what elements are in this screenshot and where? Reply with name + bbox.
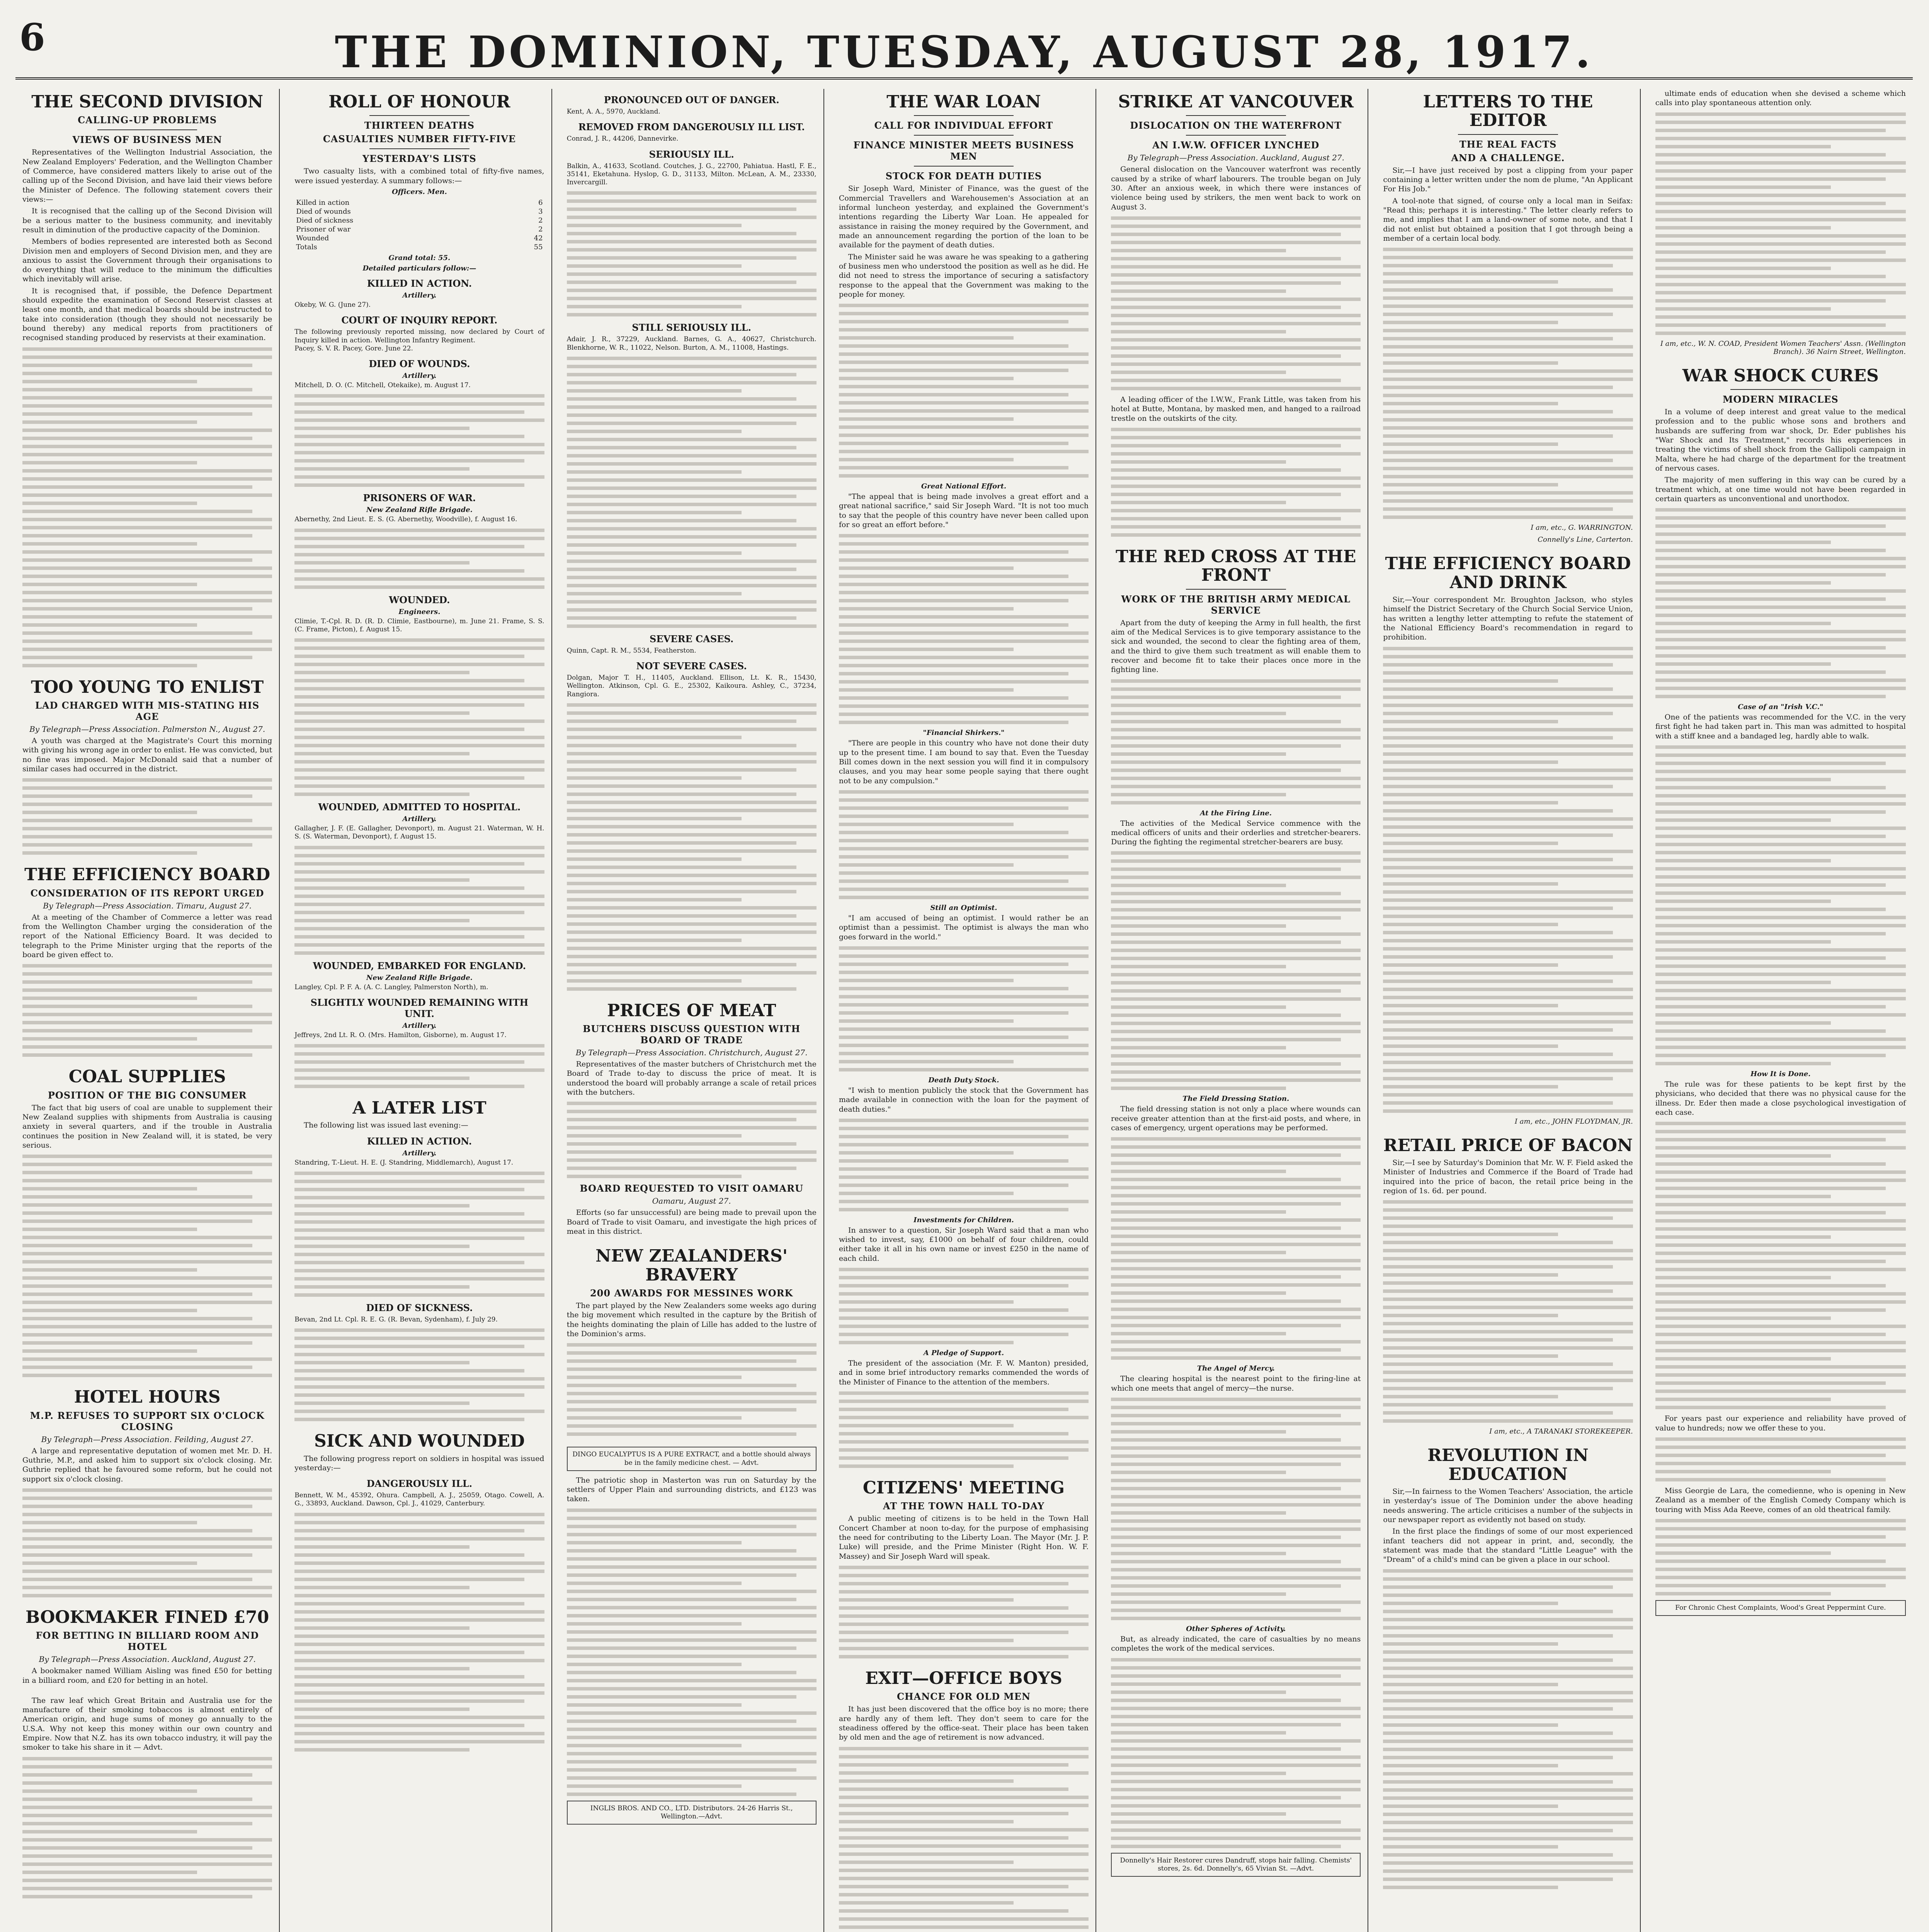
casualty-list: Adair, J. R., 37229, Auckland. Barnes, G. A., 40627, Christchurch. Blenkhorne, W. R., 11022, Nelson. Burton, A. M., 11008, Hastings. — [566, 335, 817, 352]
article-too-young — [22, 678, 272, 855]
paragraph: Representatives of the Wellington Industrial Association, the New Zealand Employers' Federation, and the Wellington Chamber of Commerce, have considered matters likely to arise out of the calling up of the Second Division, and have laid their views before the Minister of Defence. The following statement covers their views:— — [22, 148, 272, 204]
divider — [914, 115, 1014, 116]
advertisement-dingo: DINGO EUCALYPTUS IS A PURE EXTRACT, and a bottle should always be in the family medicine chest. — Advt. — [567, 1447, 817, 1471]
text-filler — [294, 1513, 544, 1752]
paragraph: "I am accused of being an optimist. I would rather be an optimist than a pessimist. The optimist is always the man who goes forward in the world." — [839, 913, 1089, 941]
section-heading: WOUNDED, EMBARKED FOR ENGLAND. — [313, 960, 526, 971]
paragraph: The part played by the New Zealanders some weeks ago during the big movement which resulted in the capture by the British of the heights dominating the plain of Lille has added to the lustre of the Dominion's arms. — [566, 1301, 817, 1338]
dateline: Oamaru, August 27. — [652, 1196, 731, 1206]
headline: SICK AND WOUNDED — [314, 1431, 525, 1451]
subheading: BUTCHERS DISCUSS QUESTION WITH BOARD OF TRADE — [583, 1023, 801, 1046]
text-filler — [1655, 508, 1906, 698]
paragraph: The Minister said he was aware he was speaking to a gathering of business men who understood the position as well as he did. He did not need to stress the importance of securing a satisfactory response to the appeal that the Government was making to the people for money. — [839, 252, 1089, 299]
headline: LETTERS TO THE EDITOR — [1423, 92, 1593, 131]
article-sick-and-wounded — [294, 1432, 544, 1752]
section-heading: Other Spheres of Activity. — [1186, 1625, 1286, 1633]
subheading: LAD CHARGED WITH MIS-STATING HIS AGE — [35, 700, 260, 723]
headline: NEW ZEALANDERS' BRAVERY — [595, 1246, 788, 1285]
column-7 — [1648, 89, 1913, 1932]
advertisement-inglis: INGLIS BROS. AND CO., LTD. Distributors. 24-26 Harris St., Wellington.—Advt. — [567, 1801, 817, 1825]
headline: CITIZENS' MEETING — [862, 1478, 1065, 1498]
unit-heading: New Zealand Rifle Brigade. — [366, 506, 473, 514]
subheading: CASUALTIES NUMBER FIFTY-FIVE — [323, 133, 516, 145]
page-number: 6 — [19, 15, 45, 59]
section-heading: WOUNDED. — [389, 594, 450, 605]
subheading: AN I.W.W. OFFICER LYNCHED — [1152, 139, 1320, 151]
text-filler — [839, 1119, 1089, 1211]
text-filler — [1655, 1519, 1906, 1595]
casualty-list: Standring, T.-Lieut. H. E. (J. Standring, Middlemarch), August 17. — [294, 1158, 514, 1167]
section-heading: "Financial Shirkers." — [923, 729, 1005, 737]
table-row: Prisoner of war 2 — [296, 225, 543, 234]
casualty-list: Jeffreys, 2nd Lt. R. O. (Mrs. Hamilton, Gisborne), m. August 17. — [294, 1031, 507, 1039]
section-heading: KILLED IN ACTION. — [367, 278, 472, 289]
column-2 — [287, 89, 552, 1932]
text-filler — [294, 846, 544, 955]
dateline: By Telegraph—Press Association. Timaru, August 27. — [43, 901, 252, 910]
text-filler — [22, 964, 272, 1057]
section-heading: REMOVED FROM DANGEROUSLY ILL LIST. — [578, 121, 805, 133]
text-filler — [1655, 745, 1906, 1065]
paragraph: In answer to a question, Sir Joseph Ward said that a man who wished to invest, say, £1000 on behalf of four children, could either take it all in his own name or invest £250 in the name of each child. — [839, 1226, 1089, 1263]
paragraph: A leading officer of the I.W.W., Frank Little, was taken from his hotel at Butte, Montana, by masked men, and hanged to a railroad trestle on the outskirts of the city. — [1111, 395, 1361, 423]
divider — [1186, 135, 1286, 136]
subheading: 200 AWARDS FOR MESSINES WORK — [590, 1287, 793, 1299]
grand-total: Grand total: 55. — [388, 254, 451, 262]
summary-header: Officers. Men. — [392, 188, 447, 196]
paragraph: For years past our experience and reliability have proved of value to hundreds; now we offer these to you. — [1655, 1414, 1906, 1432]
paragraph: The following list was issued last evening:— — [304, 1121, 468, 1130]
text-filler — [839, 1268, 1089, 1344]
article-letter-continued — [1655, 89, 1906, 356]
text-filler — [567, 191, 817, 316]
signature: I am, etc., G. WARRINGTON. — [1531, 524, 1633, 532]
section-heading: Death Duty Stock. — [928, 1076, 999, 1084]
paragraph: It has just been discovered that the office boy is no more; there are hardly any of them left. They don't seem to care for the steadiness offered by the office-seat. Their place has been taken by old men and the age of retirement is now advanced. — [839, 1705, 1089, 1742]
article-hotel-hours — [22, 1388, 272, 1597]
casualty-list: Climie, T.-Cpl. R. D. (R. D. Climie, Eastbourne), m. June 21. Frame, S. S. (C. Frame, Picton), f. August 15. — [294, 617, 544, 633]
headline: EXIT—OFFICE BOYS — [865, 1668, 1062, 1688]
text-filler — [1111, 428, 1361, 537]
subheading: CALL FOR INDIVIDUAL EFFORT — [874, 120, 1053, 131]
subheading: CHANCE FOR OLD MEN — [896, 1691, 1031, 1702]
casualty-list: Balkin, A., 41633, Scotland. Coutches, J. G., 22700, Pahiatua. Hastl, F. E., 35141, Eketahuna. Hyslop, G. D., 31133, Milton. McLean, A. M., 23330, Invercargill. — [566, 162, 817, 186]
paragraph: A large and representative deputation of women met Mr. D. H. Guthrie, M.P., and asked him to support six o'clock closing. Mr. Guthrie replied that he favoured some reform, but he could not support six o'clock closing. — [22, 1446, 272, 1483]
columns — [15, 89, 1913, 1932]
headline: ROLL OF HONOUR — [328, 92, 510, 112]
text-filler — [567, 1102, 817, 1178]
text-filler — [294, 529, 544, 589]
address: Connelly's Line, Carterton. — [1538, 536, 1633, 544]
text-filler — [839, 946, 1089, 1071]
article-prices-of-meat — [567, 1002, 817, 1236]
subheading: CALLING-UP PROBLEMS — [78, 114, 217, 126]
masthead — [15, 12, 1913, 80]
casualty-list: Gallagher, J. F. (E. Gallagher, Devonport), m. August 21. Waterman, W. H. S. (S. Waterman, Devonport), f. August 15. — [294, 825, 544, 841]
casualty-list: Conrad, J. R., 44206, Dannevirke. — [566, 135, 679, 143]
subheading: FOR BETTING IN BILLIARD ROOM AND HOTEL — [36, 1630, 259, 1653]
headline: BOOKMAKER FINED £70 — [25, 1607, 269, 1627]
headline: RETAIL PRICE OF BACON — [1383, 1135, 1633, 1155]
advertisement-donnelly: Donnelly's Hair Restorer cures Dandruff, stops hair falling. Chemists' stores, 2s. 6d. Donnelly's, 65 Vivian St. —Advt. — [1111, 1853, 1361, 1877]
subheading: BOARD REQUESTED TO VISIT OAMARU — [580, 1183, 804, 1194]
paragraph: A youth was charged at the Magistrate's Court this morning with giving his wrong age in order to enlist. He was convicted, but no fine was imposed. Major McDonald said that a number of similar cases had occurred in the district. — [22, 736, 272, 773]
advertisement-woods-peppermint: For Chronic Chest Complaints, Wood's Great Peppermint Cure. — [1655, 1600, 1906, 1616]
section-heading: DIED OF SICKNESS. — [366, 1302, 473, 1313]
subheading: YESTERDAY'S LISTS — [362, 153, 476, 165]
paragraph: The rule was for these patients to be kept first by the physicians, who decided that there was no physical cause for the illness. Dr. Eder then made a close psychological investigation of each case. — [1655, 1080, 1906, 1117]
article-price-of-bacon — [1383, 1136, 1633, 1436]
text-filler — [1111, 1658, 1361, 1848]
text-filler — [567, 703, 817, 991]
text-filler — [1655, 112, 1906, 335]
section-heading: COURT OF INQUIRY REPORT. — [341, 315, 498, 326]
headline: THE SECOND DIVISION — [31, 92, 264, 112]
divider — [1186, 589, 1286, 590]
paragraph: Representatives of the master butchers of Christchurch met the Board of Trade to-day to discuss the price of meat. It is understood the board will probably arrange a scale of retail prices with the butchers. — [566, 1060, 817, 1097]
paragraph: Sir,—I see by Saturday's Dominion that Mr. W. F. Field asked the Minister of Industries and Commerce if the Board of Trade had inquired into the price of bacon, the retail price being in the region of 1s. 6d. per pound. — [1383, 1158, 1633, 1195]
subheading: MODERN MIRACLES — [1722, 394, 1839, 405]
section-heading: How It is Done. — [1750, 1070, 1811, 1078]
article-war-shock — [1655, 367, 1906, 1616]
paragraph: A bookmaker named William Aisling was fined £50 for betting in a billiard room, and £20 for betting in an hotel. — [22, 1667, 272, 1685]
column-1 — [15, 89, 280, 1932]
section-heading: SEVERE CASES. — [650, 633, 734, 645]
casualty-list: Mitchell, D. O. (C. Mitchell, Otekaike), m. August 17. — [294, 381, 471, 389]
text-filler — [1655, 1122, 1906, 1409]
text-filler — [839, 790, 1089, 899]
article-nz-bravery — [567, 1247, 817, 1436]
text-filler — [294, 1172, 544, 1297]
text-filler — [1383, 1200, 1633, 1423]
subheading: POSITION OF THE BIG CONSUMER — [48, 1089, 247, 1101]
subheading: THIRTEEN DEATHS — [364, 120, 475, 131]
column-3 — [560, 89, 824, 1932]
paragraph: But, as already indicated, the care of casualties by no means completes the work of the medical services. — [1111, 1635, 1361, 1653]
divider — [369, 148, 469, 149]
article-efficiency-drink — [1383, 554, 1633, 1125]
headline: A LATER LIST — [352, 1098, 487, 1118]
section-heading: STILL SERIOUSLY ILL. — [632, 322, 752, 333]
divider — [369, 115, 469, 116]
text-filler — [22, 1488, 272, 1597]
text-filler — [294, 1328, 544, 1421]
divider — [1730, 389, 1830, 390]
paragraph: General dislocation on the Vancouver waterfront was recently caused by a strike of wharf labourers. The trouble began on July 30. After an anxious week, in which there were instances of violence being used by strikers, the men went back to work on August 3. — [1111, 165, 1361, 211]
subheading: VIEWS OF BUSINESS MEN — [72, 134, 222, 146]
section-heading: A Pledge of Support. — [923, 1349, 1004, 1357]
paragraph: "I wish to mention publicly the stock that the Government has made available in connection with the loan for the payment of death duties." — [839, 1086, 1089, 1114]
paragraph: The fact that big users of coal are unable to supplement their New Zealand supplies with shipments from Australia is causing anxiety in several quarters, and if the trouble in Australia continues the position in New Zealand will, it is stated, be very serious. — [22, 1103, 272, 1150]
text-filler — [567, 1509, 817, 1796]
section-heading: Still an Optimist. — [930, 903, 997, 912]
paragraph: The following previously reported missing, now declared by Court of Inquiry killed in action. Wellington Infantry Regiment. — [294, 328, 544, 344]
article-red-cross — [1111, 548, 1361, 1877]
masthead-title: THE DOMINION, TUESDAY, AUGUST 28, 1917. — [335, 27, 1594, 78]
dateline: By Telegraph—Press Association. Palmerston N., August 27. — [29, 724, 265, 734]
paragraph: The majority of men suffering in this way can be cured by a treatment which, at one time would not have been regarded in certain quarters as unconventional and unorthodox. — [1655, 476, 1906, 503]
section-heading: Investments for Children. — [913, 1216, 1014, 1224]
paragraph: In the first place the findings of some of our most experienced infant teachers did not appear in print, and, secondly, the statement was made that the standard "Little League" with the "Dream" of a child's mind can be given a place in our school. — [1383, 1527, 1633, 1564]
subheading: STOCK FOR DEATH DUTIES — [885, 170, 1042, 182]
section-heading: SLIGHTLY WOUNDED REMAINING WITH UNIT. — [310, 997, 529, 1019]
paragraph: A tool-note that signed, of course only a local man in Seifax: "Read this; perhaps it is interesting." The letter clearly refers to me, and implies that I am a land-owner of some note, and that I did not enlist but obtained a position that I got through being a member of a certain local body. — [1383, 196, 1633, 243]
casualty-list: Bennett, W. M., 45392, Ohura. Campbell, A. J., 25059, Otago. Cowell, A. G., 33893, Auckland. Dawson, Cpl. J., 41029, Canterbury. — [294, 1492, 544, 1508]
paragraph: The field dressing station is not only a place where wounds can receive greater attention than at the first-aid posts, and where, in cases of emergency, urgent operations may be performed. — [1111, 1105, 1361, 1133]
dateline: By Telegraph—Press Association. Auckland, August 27. — [1127, 153, 1344, 163]
headline: THE EFFICIENCY BOARD — [24, 865, 270, 885]
casualty-list: Okeby, W. G. (June 27). — [294, 301, 371, 309]
text-filler — [1111, 851, 1361, 1090]
paragraph: Miss Georgie de Lara, the comedienne, who is opening in New Zealand as a member of the English Comedy Company which is touring with Miss Ada Reeve, comes of an old theatrical family. — [1655, 1486, 1906, 1514]
text-filler — [22, 1757, 272, 1898]
subheading: AT THE TOWN HALL TO-DAY — [883, 1500, 1045, 1512]
text-filler — [839, 1391, 1089, 1468]
casualty-list: Kent, A. A., 5970, Auckland. — [566, 108, 660, 116]
divider — [1458, 134, 1558, 135]
headline: COAL SUPPLIES — [68, 1067, 226, 1087]
unit-heading: Artillery. — [402, 815, 437, 823]
paragraph: Apart from the duty of keeping the Army in full health, the first aim of the Medical Services is to give temporary assistance to the sick and wounded, the second to clear the fighting area of them, and the third to give them such treatment as will enable them to recover and become fit to take their places once more in the fighting line. — [1111, 618, 1361, 674]
column-4 — [832, 89, 1096, 1932]
dateline: By Telegraph—Press Association. Christchurch, August 27. — [575, 1048, 808, 1058]
paragraph: In a volume of deep interest and great value to the medical profession and to the public whose sons and brothers and husbands are suffering from war shock, Dr. Eder publishes his "War Shock and Its Treatment," records his experiences in treating the victims of shell shock from the Gallipoli campaign in Malta, where he had charge of the department for the treatment of nervous cases. — [1655, 408, 1906, 473]
text-filler — [839, 304, 1089, 478]
text-filler — [294, 1044, 544, 1088]
headline: HOTEL HOURS — [74, 1387, 221, 1407]
paragraph: Sir,—Your correspondent Mr. Broughton Jackson, who styles himself the District Secretary of the Church Social Service Union, has written a lengthy letter attempting to refute the statement of the National Efficiency Board's recommendation in regard to prohibition. — [1383, 595, 1633, 642]
text-filler — [1383, 1569, 1633, 1889]
text-filler — [1655, 1437, 1906, 1481]
article-bookmaker — [22, 1608, 272, 1685]
paragraph: The raw leaf which Great Britain and Australia use for the manufacture of their smoking tobaccos is almost entirely of American origin, and huge sums of money go annually to the U.S.A. Why not keep this money within our own country and Empire. Now that N.Z. has its own tobacco industry, it will pay the smoker to take his share in it — Advt. — [22, 1696, 272, 1752]
casualty-list: Langley, Cpl. P. F. A. (A. C. Langley, Palmerston North), m. — [294, 983, 488, 991]
signature: I am, etc., A TARANAKI STOREKEEPER. — [1489, 1427, 1633, 1436]
paragraph: Sir,—I have just received by post a clipping from your paper containing a letter written under the nom de plume, "An Applicant For His Job." — [1383, 166, 1633, 194]
article-coal-supplies — [22, 1068, 272, 1377]
casualty-list: Bevan, 2nd Lt. Cpl. R. E. G. (R. Bevan, Sydenham), f. July 29. — [294, 1315, 498, 1323]
article-war-loan — [839, 93, 1089, 1468]
text-filler — [567, 1343, 817, 1436]
subheading: DISLOCATION ON THE WATERFRONT — [1130, 120, 1342, 131]
paragraph: Two casualty lists, with a combined total of fifty-five names, were issued yesterday. A summary follows:— — [294, 167, 544, 185]
section-heading: PRONOUNCED OUT OF DANGER. — [604, 94, 779, 105]
casualty-list: Quinn, Capt. R. M., 5534, Featherston. — [566, 646, 696, 655]
section-heading: SERIOUSLY ILL. — [649, 148, 734, 160]
paragraph: The following progress report on soldiers in hospital was issued yesterday:— — [294, 1454, 544, 1472]
text-filler — [1111, 1137, 1361, 1360]
section-heading: WOUNDED, ADMITTED TO HOSPITAL. — [318, 801, 521, 813]
subheading: CONSIDERATION OF ITS REPORT URGED — [30, 887, 264, 899]
casualty-list: Dolgan, Major T. H., 11405, Auckland. Ellison, Lt. K. R., 15430, Wellington. Atkinson, Cpl. G. E., 25302, Kaikoura. Ashley, C., 37234, Rangiora. — [566, 674, 817, 698]
section-heading: Case of an "Irish V.C." — [1738, 703, 1824, 711]
article-efficiency-board — [22, 866, 272, 1057]
text-filler — [1111, 1398, 1361, 1620]
paragraph: At a meeting of the Chamber of Commerce a letter was read from the Wellington Chamber urging the consideration of the report of the National Efficiency Board. It was decided to telegraph to the Prime Minister urging that the reports of the board be given effect to. — [22, 913, 272, 959]
section-heading: KILLED IN ACTION. — [367, 1135, 472, 1147]
paragraph: Sir Joseph Ward, Minister of Finance, was the guest of the Commercial Travellers and Warehousemen's Association at an informal luncheon yesterday, and explained the Government's intentions regarding the Liberty War Loan. He appealed for assistance in raising the money required by the Government, and made an announcement regarding the portion of the loan to be available for the payment of death duties. — [839, 184, 1089, 250]
paragraph: "The appeal that is being made involves a great effort and a great national sacrifice," said Sir Joseph Ward. "It is not too much to say that the people of this country have never been called upon for so great an effort before." — [839, 492, 1089, 529]
paragraph: Sir,—In fairness to the Women Teachers' Association, the article in yesterday's issue of The Dominion under the above heading needs answering. The article criticises a number of the subjects in our newspaper report as evidently not based on study. — [1383, 1487, 1633, 1524]
headline: TOO YOUNG TO ENLIST — [31, 677, 264, 697]
table-row: Killed in action 6 — [296, 199, 543, 207]
dateline: By Telegraph—Press Association. Auckland, August 27. — [39, 1655, 256, 1664]
table-row: Wounded 42 — [296, 234, 543, 243]
article-later-list — [294, 1099, 544, 1421]
table-row: Died of wounds 3 — [296, 207, 543, 216]
article-revolution-education — [1383, 1446, 1633, 1889]
paragraph: One of the patients was recommended for the V.C. in the very first fight he had taken part in. This man was admitted to hospital with a stiff knee and a bandaged leg, hardly able to walk. — [1655, 713, 1906, 740]
article-citizens-meeting — [839, 1479, 1089, 1658]
signature: I am, etc., W. N. COAD, President Women Teachers' Assn. (Wellington Branch). 36 Nairn Street, Wellington. — [1660, 339, 1906, 356]
article-strike-vancouver — [1111, 93, 1361, 537]
headline: REVOLUTION IN EDUCATION — [1427, 1446, 1589, 1484]
article-casualty-continued — [567, 94, 817, 991]
headline: THE WAR LOAN — [886, 92, 1041, 112]
headline: THE RED CROSS AT THE FRONT — [1116, 546, 1356, 585]
signature: I am, etc., JOHN FLOYDMAN, JR. — [1514, 1117, 1633, 1126]
divider — [914, 135, 1014, 136]
paragraph: Efforts (so far unsuccessful) are being made to prevail upon the Board of Trade to visit Oamaru, and investigate the high prices of meat in this district. — [566, 1208, 817, 1236]
headline: PRICES OF MEAT — [607, 1000, 776, 1020]
article-roll-of-honour — [294, 93, 544, 1088]
divider — [1186, 115, 1286, 116]
column-5 — [1104, 89, 1368, 1932]
paragraph: It is recognised that the calling up of the Second Division will be a serious matter to the business community, and inevitably result in diminution of the productive capacity of the Dominion. — [22, 207, 272, 234]
unit-heading: New Zealand Rifle Brigade. — [366, 973, 473, 982]
text-filler — [22, 1155, 272, 1377]
paragraph: "There are people in this country who have not done their duty up to the present time. I am bound to say that. Even the Tuesday Bill comes down in the next session you will find it in compulsory clauses, and you may hear some people saying that there ought not to be any compulsion." — [839, 739, 1089, 785]
subheading: M.P. REFUSES TO SUPPORT SIX O'CLOCK CLOSING — [30, 1410, 265, 1432]
unit-heading: Artillery. — [402, 291, 437, 300]
section-heading: NOT SEVERE CASES. — [636, 660, 747, 672]
article-second-division — [22, 93, 272, 667]
article-exit-office-boys — [839, 1669, 1089, 1932]
article-tobacco — [22, 1696, 272, 1898]
text-filler — [294, 638, 544, 796]
subheading: WORK OF THE BRITISH ARMY MEDICAL SERVICE — [1121, 593, 1351, 616]
unit-heading: Engineers. — [398, 607, 441, 616]
table-row: Totals 55 — [296, 243, 543, 252]
text-filler — [567, 357, 817, 628]
text-filler — [22, 778, 272, 855]
section-heading: DANGEROUSLY ILL. — [366, 1478, 473, 1490]
section-heading: At the Firing Line. — [1200, 809, 1272, 817]
details-note: Detailed particulars follow:— — [362, 264, 476, 273]
text-filler — [294, 394, 544, 487]
text-filler — [839, 1566, 1089, 1658]
paragraph: A public meeting of citizens is to be held in the Town Hall Concert Chamber at noon to-day, for the purpose of emphasising the need for contributing to the Liberty Loan. The Mayor (Mr. J. P. Luke) will preside, and the Prime Minister (Right Hon. W. F. Massey) and Sir Joseph Ward will speak. — [839, 1514, 1089, 1561]
casualty-list: Pacey, S. V. R. Pacey, Gore. June 22. — [294, 344, 413, 352]
text-filler — [839, 534, 1089, 724]
text-filler — [1111, 216, 1361, 390]
section-heading: Great National Effort. — [921, 482, 1007, 491]
text-filler — [1383, 248, 1633, 519]
section-heading: The Angel of Mercy. — [1197, 1364, 1275, 1373]
paragraph: The clearing hospital is the nearest point to the firing-line at which one meets that angel of mercy—the nurse. — [1111, 1374, 1361, 1393]
table-row: Died of sickness 2 — [296, 216, 543, 225]
paragraph: The patriotic shop in Masterton was run on Saturday by the settlers of Upper Plain and surrounding districts, and £123 was taken. — [566, 1476, 817, 1503]
paragraph: Members of bodies represented are interested both as Second Division men and employers of Second Division men, and they are anxious to assist the Government through their organisations to do everything that will reduce to the minimum the difficulties which inevitably will arise. — [22, 237, 272, 284]
headline: WAR SHOCK CURES — [1682, 366, 1879, 386]
text-filler — [1111, 679, 1361, 804]
paragraph: It is recognised that, if possible, the Defence Department should expedite the examination of Second Reservist classes at least one month, and that medical boards should be instructed to take into consideration (though they should not necessarily be bound thereby) any medical reports from practitioners of recognised standing produced by reservists at their examination. — [22, 286, 272, 342]
subheading: FINANCE MINISTER MEETS BUSINESS MEN — [853, 139, 1074, 162]
text-filler — [1383, 647, 1633, 1113]
headline: THE EFFICIENCY BOARD AND DRINK — [1385, 554, 1631, 592]
section-heading: PRISONERS OF WAR. — [363, 492, 476, 504]
subheading: THE REAL FACTS — [1459, 138, 1557, 150]
text-filler — [839, 1747, 1089, 1932]
article-letters — [1383, 93, 1633, 544]
divider — [97, 129, 197, 130]
paragraph: The activities of the Medical Service commence with the medical officers of units and their orderlies and stretcher-bearers. During the fighting the regimental stretcher-bearers are busy. — [1111, 819, 1361, 847]
paragraph: The president of the association (Mr. F. W. Manton) presided, and in some brief introductory remarks commended the words of the Minister of Finance to the attention of the members. — [839, 1359, 1089, 1386]
casualty-summary-table — [294, 198, 544, 252]
column-6 — [1376, 89, 1640, 1932]
dateline: By Telegraph—Press Association. Feilding, August 27. — [41, 1434, 253, 1444]
unit-heading: Artillery. — [402, 1149, 437, 1157]
unit-heading: Artillery. — [402, 372, 437, 380]
text-filler — [22, 347, 272, 667]
subheading: AND A CHALLENGE. — [1451, 152, 1565, 163]
section-heading: DIED OF WOUNDS. — [369, 358, 470, 370]
divider — [914, 166, 1014, 167]
headline: STRIKE AT VANCOUVER — [1118, 92, 1354, 112]
casualty-list: Abernethy, 2nd Lieut. E. S. (G. Abernethy, Woodville), f. August 16. — [294, 515, 517, 524]
paragraph: ultimate ends of education when she devised a scheme which calls into play spontaneous attention only. — [1655, 89, 1906, 107]
section-heading: The Field Dressing Station. — [1182, 1095, 1289, 1103]
unit-heading: Artillery. — [402, 1021, 437, 1030]
